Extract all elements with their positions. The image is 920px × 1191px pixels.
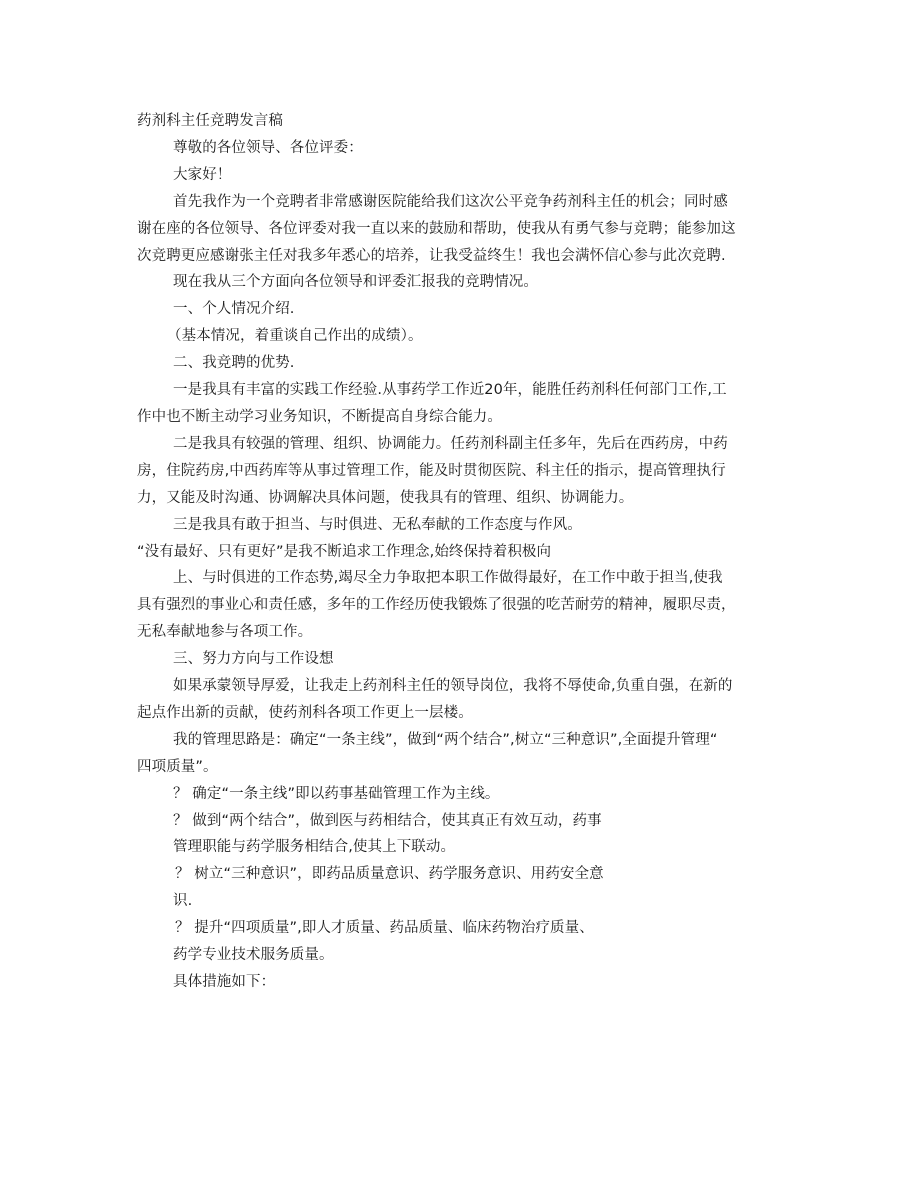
advantage3-line: 无私奉献地参与各项工作。 [137,624,313,641]
advantage1-line: 作中也不断主动学习业务知识，不断提高自身综合能力。 [137,408,502,425]
advantage2-paragraph [137,431,787,512]
salutation: 尊敬的各位领导、各位评委： [173,139,363,156]
bullet-item-two-combinations: ？ 做到“两个结合”，做到医与药相结合，使其真正有效互动，药事 [173,812,602,829]
intro-line: 首先我作为一个竞聘者非常感谢医院能给我们这次公平竞争药剂科主任的机会；同时感 [173,193,728,210]
document-body [137,108,787,996]
plan-paragraph [137,673,787,727]
approach-line: 我的管理思路是：确定“一条主线”，做到“两个结合”,树立“三种意识”,全面提升管理“ [173,731,718,748]
advantage1-paragraph [137,377,787,431]
advantage3-paragraph: 三是我具有敢于担当、与时俱进、无私奉献的工作态度与作风。 [173,516,582,533]
bullet-item-four-continuation: 药学专业技术服务质量。 [173,947,334,964]
motto-line: “没有最好、只有更好”是我不断追求工作理念,始终保持着积极向 [137,543,552,560]
bullet-item-three-awareness: ？ 树立“三种意识”，即药品质量意识、药学服务意识、用药安全意 [175,866,604,883]
bullet-item-two-continuation: 管理职能与药学服务相结合,使其上下联动。 [173,839,456,856]
advantage2-line: 力，又能及时沟通、协调解决具体问题，使我具有的管理、组织、协调能力。 [137,489,634,506]
advantage2-line: 二是我具有较强的管理、组织、协调能力。任药剂科副主任多年，先后在西药房，中药 [173,435,728,452]
approach-paragraph [137,727,787,781]
plan-line: 起点作出新的贡献，使药剂科各项工作更上一层楼。 [137,704,473,721]
greeting: 大家好！ [173,166,232,183]
measures-heading: 具体措施如下： [173,974,276,990]
overview-paragraph: 现在我从三个方面向各位领导和评委汇报我的竞聘情况。 [173,274,538,291]
intro-paragraph [137,189,787,270]
intro-line: 次竞聘更应感谢张主任对我多年悉心的培养，让我受益终生！我也会满怀信心参与此次竞聘. [137,247,726,264]
approach-line: 四项质量”。 [137,758,218,775]
bullet-item-three-continuation: 识. [173,893,193,910]
advantage3-line: 上、与时俱进的工作态势,竭尽全力争取把本职工作做得最好，在工作中敢于担当,使我 [173,570,723,587]
section1-note: （基本情况，着重谈自己作出的成绩）。 [167,328,423,345]
advantage2-line: 房，住院药房,中西药库等从事过管理工作，能及时贯彻医院、科主任的指示，提高管理执行 [137,462,726,479]
advantage3-continuation [137,565,787,646]
section3-heading: 三、努力方向与工作设想 [173,651,334,668]
intro-line: 谢在座的各位领导、各位评委对我一直以来的鼓励和帮助，使我从有勇气参与竞聘；能参加这 [137,220,736,237]
bullet-item-four-quality: ？ 提升“四项质量”,即人才质量、药品质量、临床药物治疗质量、 [175,920,594,937]
plan-line: 如果承蒙领导厚爱，让我走上药剂科主任的领导岗位，我将不辱使命,负重自强，在新的 [173,678,733,695]
document-title: 药剂科主任竞聘发言稿 [137,113,283,129]
section2-heading: 二、我竞聘的优势. [173,355,295,372]
advantage3-line: 具有强烈的事业心和责任感，多年的工作经历使我锻炼了很强的吃苦耐劳的精神，履职尽责， [137,597,736,614]
advantage1-line: 一是我具有丰富的实践工作经验.从事药学工作近20年，能胜任药剂科任何部门工作,工 [173,382,727,399]
section1-heading: 一、个人情况介绍. [173,301,295,318]
bullet-item-one-main-line: ？ 确定“一条主线”即以药事基础管理工作为主线。 [173,785,500,802]
